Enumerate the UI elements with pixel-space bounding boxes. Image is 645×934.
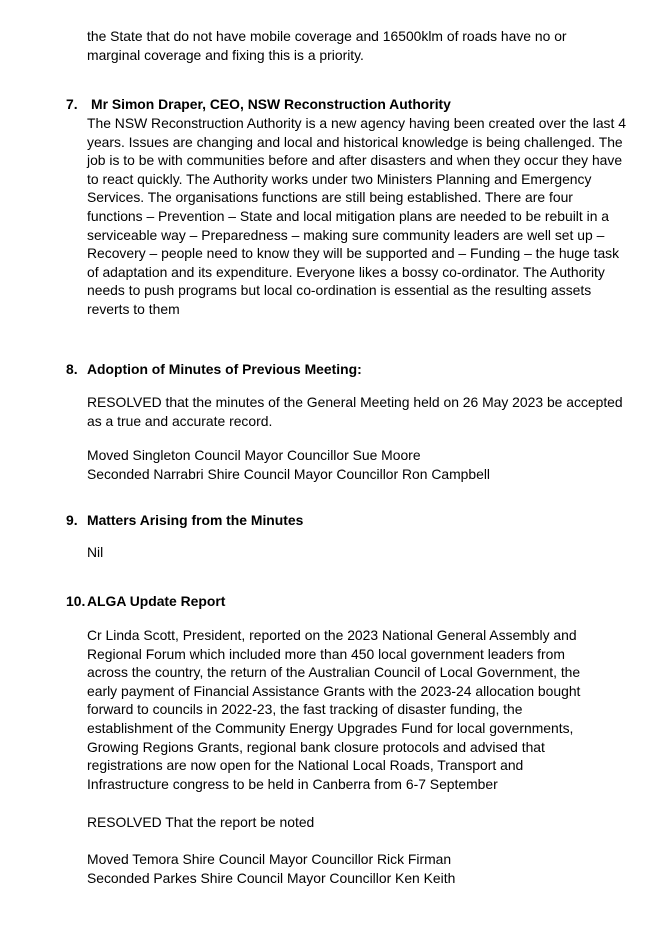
intro-paragraph (87, 27, 587, 64)
section-10-moved: Moved Temora Shire Council Mayor Councillor Rick Firman (87, 851, 452, 867)
section-7-title: Mr Simon Draper, CEO, NSW Reconstruction Authority (91, 96, 451, 112)
section-8-resolution-text: RESOLVED that the minutes of the General Meeting held on 26 May 2023 be accepted as a true and accurate record. (87, 394, 623, 429)
section-7-text: The NSW Reconstruction Authority is a new agency having been created over the last 4 years. Issues are changing and local and historical knowledge is being challenged. The job is to be with communities before and after disasters and when they occur they have to react quickly. The Authority works under two Ministers Planning and Emergency Services. The organisations functions are still being established. There are four functions – Prevention – State and local mitigation plans are needed to be rebuilt in a serviceable way – Preparedness – making sure community leaders are well set up – Recovery – people need to know they will be supported and – Funding – the huge task of adaptation and its expenditure. Everyone likes a bossy co-ordinator. The Authority needs to push programs but local co-ordination is essential as the resulting assets reverts to them (87, 115, 626, 317)
section-8-number: 8. (66, 361, 78, 377)
section-9-body (87, 543, 632, 562)
section-8-resolution (87, 393, 632, 430)
section-10-resolution-text: RESOLVED That the report be noted (87, 814, 315, 830)
section-8-seconded: Seconded Narrabri Shire Council Mayor Councillor Ron Campbell (87, 465, 491, 482)
section-9-title: Matters Arising from the Minutes (87, 512, 304, 528)
section-10-movers (87, 850, 632, 887)
section-10-title: ALGA Update Report (87, 593, 226, 609)
section-8-movers (87, 446, 632, 483)
section-8-title: Adoption of Minutes of Previous Meeting: (87, 361, 362, 377)
section-10-number: 10. (66, 593, 86, 609)
section-7-number: 7. (66, 96, 78, 112)
section-10-seconded: Seconded Parkes Shire Council Mayor Councillor Ken Keith (87, 869, 456, 886)
section-7-heading (66, 95, 626, 114)
section-7-body (87, 114, 627, 319)
section-9-text: Nil (87, 544, 104, 560)
section-10-heading (66, 592, 626, 611)
section-8-heading (66, 360, 626, 379)
section-10-body (87, 626, 602, 793)
section-8-moved: Moved Singleton Council Mayor Councillor Sue Moore (87, 447, 421, 463)
section-9-heading (66, 511, 626, 530)
intro-text: the State that do not have mobile coverage and 16500klm of roads have no or marginal coverage and fixing this is a priority. (87, 28, 567, 63)
section-10-resolution (87, 813, 632, 832)
section-10-text: Cr Linda Scott, President, reported on the 2023 National General Assembly and Regional Forum which included more than 450 local government leaders from across the country, the return of the Australian Council of Local Government, the early payment of Financial Assistance Grants with the 2023-24 allocation bought forward to councils in 2022-23, the fast tracking of disaster funding, the establishment of the Community Energy Upgrades Fund for local governments, Growing Regions Grants, regional bank closure protocols and advised that registrations are now open for the National Local Roads, Transport and Infrastructure congress to be held in Canberra from 6-7 September (87, 627, 581, 792)
section-9-number: 9. (66, 512, 78, 528)
